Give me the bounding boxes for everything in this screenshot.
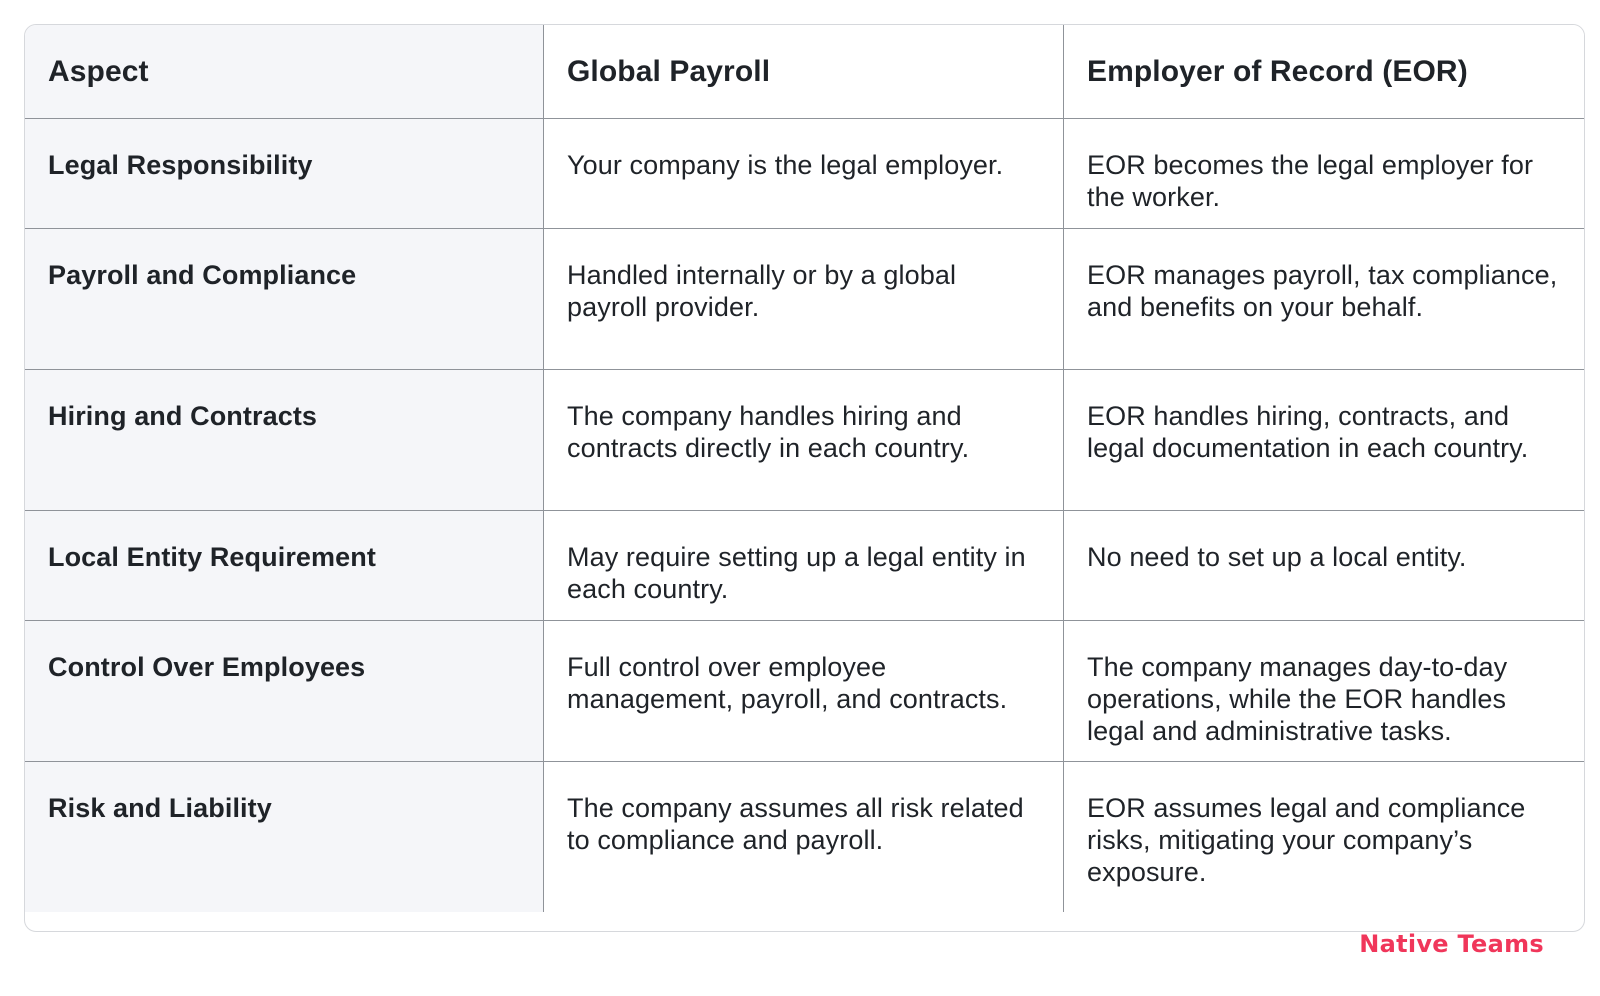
eor-cell: EOR handles hiring, contracts, and legal documentation in each country. — [1087, 401, 1529, 463]
aspect-cell: Legal Responsibility — [25, 119, 544, 228]
global-payroll-cell: May require setting up a legal entity in each country. — [544, 511, 1064, 620]
table-row — [25, 621, 1584, 762]
eor-cell: EOR assumes legal and compliance risks, mitigating your company’s exposure. — [1087, 793, 1526, 887]
global-payroll-cell: The company assumes all risk related to compliance and payroll. — [544, 762, 1064, 912]
aspect-cell: Payroll and Compliance — [25, 229, 544, 369]
table-row — [25, 229, 1584, 370]
global-payroll-cell: The company handles hiring and contracts directly in each country. — [544, 370, 1064, 510]
aspect-cell: Hiring and Contracts — [25, 370, 544, 510]
table-row — [25, 119, 1584, 229]
table-row — [25, 762, 1584, 912]
table-header-row — [25, 25, 1584, 119]
comparison-table — [24, 24, 1585, 932]
global-payroll-cell: Handled internally or by a global payroll provider. — [544, 229, 1064, 369]
table-row — [25, 370, 1584, 511]
global-payroll-cell: Your company is the legal employer. — [544, 119, 1064, 228]
header-global-payroll: Global Payroll — [544, 25, 1064, 118]
aspect-cell: Control Over Employees — [25, 621, 544, 761]
eor-cell: EOR becomes the legal employer for the worker. — [1087, 150, 1534, 212]
aspect-cell: Local Entity Requirement — [25, 511, 544, 620]
table-row — [25, 511, 1584, 621]
eor-cell: EOR manages payroll, tax compliance, and benefits on your behalf. — [1087, 260, 1558, 322]
header-aspect: Aspect — [25, 25, 544, 118]
eor-cell: The company manages day-to-day operations, while the EOR handles legal and administrative tasks. — [1087, 652, 1508, 746]
native-teams-logo: Native Teams — [1359, 930, 1544, 958]
header-eor: Employer of Record (EOR) — [1064, 25, 1584, 118]
aspect-cell: Risk and Liability — [25, 762, 544, 912]
global-payroll-cell: Full control over employee management, payroll, and contracts. — [544, 621, 1064, 761]
eor-cell: No need to set up a local entity. — [1087, 542, 1467, 572]
